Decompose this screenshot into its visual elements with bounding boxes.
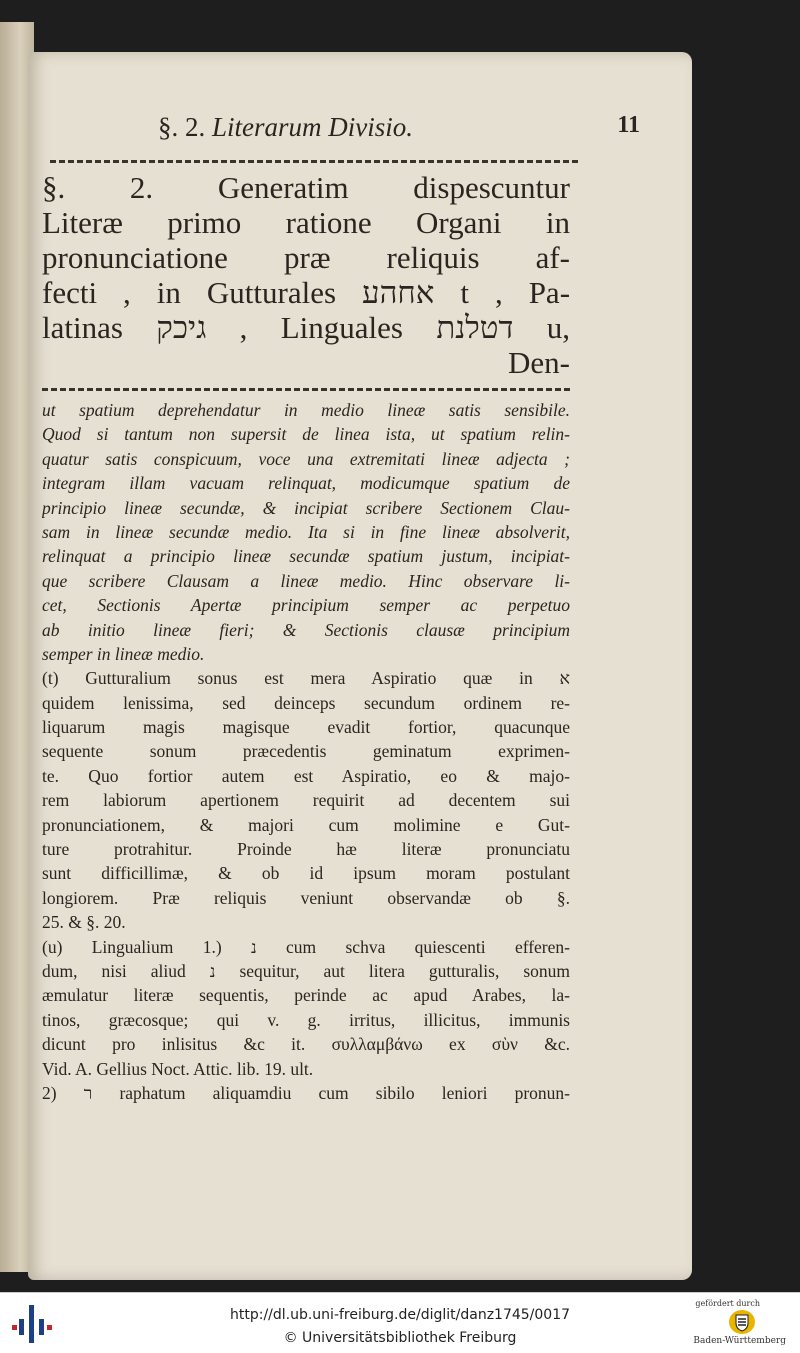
header-section: §. 2.: [158, 112, 206, 142]
footnote-line: relinquat a principio lineæ secundæ spatium justum, incipiat-: [42, 546, 570, 567]
main-text-line: §. 2. Generatim dispescuntur: [42, 170, 570, 205]
baden-wuerttemberg-seal-icon: [728, 1309, 756, 1335]
main-text-line: fecti , in Gutturales אחהע t , Pa-: [42, 275, 570, 310]
footnote-line: 2) ר raphatum aliquamdiu cum sibilo leniori pronun-: [42, 1082, 570, 1103]
footnote-line: ture protrahitur. Proinde hæ literæ pronunciatu: [42, 839, 570, 860]
footnote-line: sequente sonum præcedentis geminatum exprimen-: [42, 741, 570, 762]
main-text: [42, 170, 570, 380]
footnote-line: sunt difficillimæ, & ob id ipsum moram postulant: [42, 863, 570, 884]
book-page: [28, 52, 692, 1280]
footnote-line: te. Quo fortior autem est Aspiratio, eo & majo-: [42, 765, 570, 786]
footnote-line: que scribere Clausam a lineæ medio. Hinc observare li-: [42, 570, 570, 591]
footnote-line: ab initio lineæ fieri; & Sectionis clausæ principium: [42, 619, 570, 640]
footnote-line: æmulatur literæ sequentis, perinde ac apud Arabes, la-: [42, 985, 570, 1006]
footnote-line: longiorem. Præ reliquis veniunt observandæ ob §.: [42, 887, 570, 908]
header-rule: [50, 160, 578, 163]
footnote-line: quatur satis conspicuum, voce una extremitati lineæ adjecta ;: [42, 448, 570, 469]
header-title: Literarum Divisio.: [212, 112, 414, 142]
footnote-line: sam in lineæ secundæ medio. Ita si in fine lineæ absolverit,: [42, 521, 570, 542]
footnote-line: ut spatium deprehendatur in medio lineæ satis sensibile.: [42, 400, 570, 420]
footnote-line: dicunt pro inlisitus &c it. συλλαμβάνω ex σὺν &c.: [42, 1034, 570, 1055]
footnote-line: integram illam vacuam relinquat, modicumque spatium de: [42, 473, 570, 494]
footnote-line: liquarum magis magisque evadit fortior, quacunque: [42, 717, 570, 738]
main-text-line: Literæ primo ratione Organi in: [42, 205, 570, 240]
main-text-line: Den-: [508, 345, 570, 380]
footnote-line: Quod si tantum non supersit de linea ista, ut spatium relin-: [42, 424, 570, 445]
main-text-line: pronunciatione præ reliquis af-: [42, 240, 570, 275]
footnote-line: cet, Sectionis Apertæ principium semper ac perpetuo: [42, 595, 570, 616]
footnote-line: quidem lenissima, sed deinceps secundum ordinem re-: [42, 692, 570, 713]
footnote-line: tinos, græcosque; qui v. g. irritus, illicitus, immunis: [42, 1009, 570, 1030]
footnote-line: rem labiorum apertionem requirit ad decentem sui: [42, 790, 570, 811]
copyright-notice: © Universitätsbibliothek Freiburg: [283, 1330, 517, 1346]
funder-name: Baden-Württemberg: [693, 1336, 786, 1346]
footnotes: [42, 398, 570, 1105]
funded-by-label: gefördert durch: [695, 1299, 760, 1308]
viewer-footer: [0, 1292, 800, 1353]
main-text-line: latinas גיכק , Linguales דטלנת u,: [42, 310, 570, 345]
footnote-line: semper in lineæ medio.: [42, 643, 205, 664]
footnote-line: pronunciationem, & majori cum molimine e Gut-: [42, 814, 570, 835]
footnote-line: principio lineæ secundæ, & incipiat scribere Sectionem Clau-: [42, 497, 570, 518]
page-number: 11: [617, 112, 640, 138]
footnote-line: (t) Gutturalium sonus est mera Aspiratio quæ in א: [42, 668, 570, 689]
footnote-rule: [42, 388, 570, 391]
running-header: [158, 112, 640, 152]
footnote-line: dum, nisi aliud נ sequitur, aut litera gutturalis, sonum: [42, 960, 570, 981]
footnote-line: Vid. A. Gellius Noct. Attic. lib. 19. ult.: [42, 1058, 314, 1079]
document-url[interactable]: http://dl.ub.uni-freiburg.de/diglit/danz1745/0017: [229, 1307, 571, 1323]
footnote-line: (u) Lingualium 1.) נ cum schva quiescenti efferen-: [42, 936, 570, 957]
footnote-line: 25. & §. 20.: [42, 912, 126, 933]
